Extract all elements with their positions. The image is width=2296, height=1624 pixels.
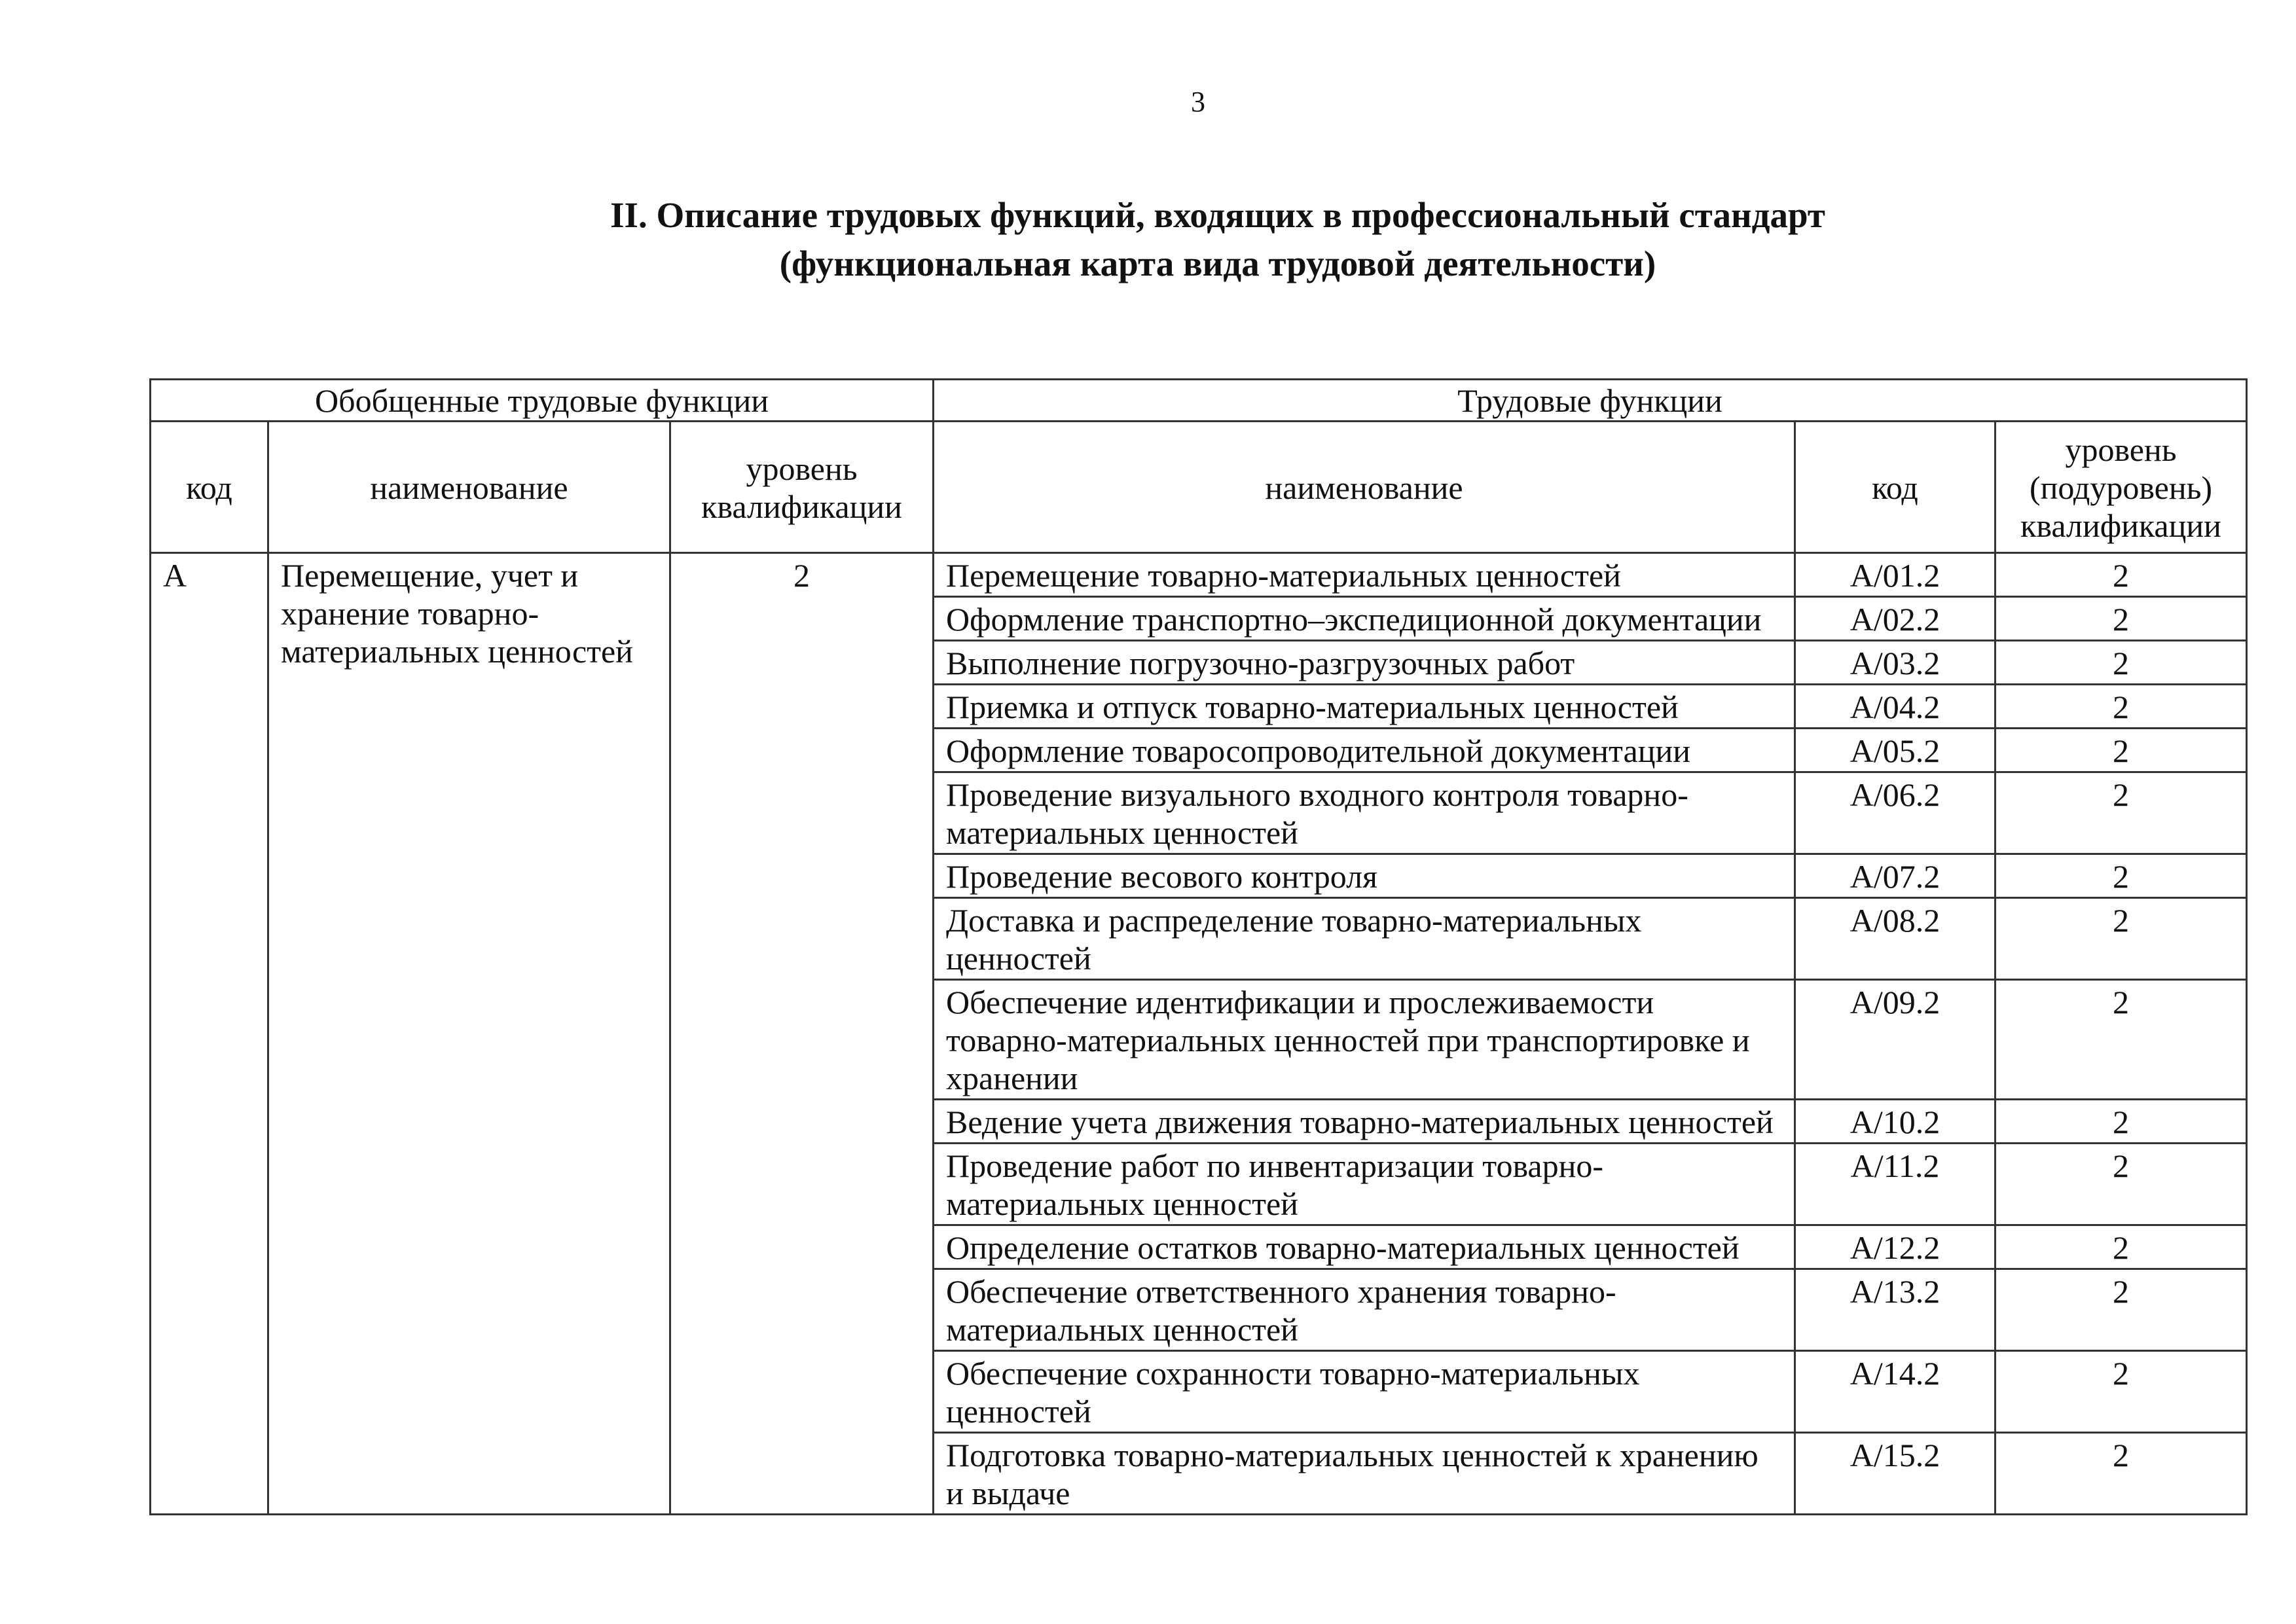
tf-level-cell: 2	[1995, 685, 2247, 729]
tf-level-header: уровень (подуровень) квалификации	[1995, 422, 2247, 553]
labor-functions-header: Трудовые функции	[934, 380, 2247, 422]
tf-code-header: код	[1795, 422, 1995, 553]
tf-level-cell: 2	[1995, 1144, 2247, 1225]
tf-code-cell: А/02.2	[1795, 597, 1995, 641]
tf-level-cell: 2	[1995, 729, 2247, 772]
gf-name-cell: Перемещение, учет и хранение товарно-материальных ценностей	[268, 553, 670, 1515]
gf-code-cell: А	[151, 553, 268, 1515]
gf-level-header: уровень квалификации	[670, 422, 934, 553]
tf-name-header: наименование	[934, 422, 1795, 553]
section-title-line-1: II. Описание трудовых функций, входящих в профессиональный стандарт	[610, 195, 1825, 235]
tf-level-cell: 2	[1995, 553, 2247, 597]
tf-level-cell: 2	[1995, 898, 2247, 980]
tf-name-cell: Обеспечение сохранности товарно-материальных ценностей	[934, 1351, 1795, 1433]
group-header-row	[151, 380, 2247, 422]
tf-name-cell: Проведение весового контроля	[934, 854, 1795, 898]
tf-code-cell: А/01.2	[1795, 553, 1995, 597]
tf-code-cell: А/09.2	[1795, 980, 1995, 1100]
functional-map-table	[149, 378, 2248, 1515]
section-title	[511, 191, 1925, 288]
tf-code-cell: А/08.2	[1795, 898, 1995, 980]
tf-level-cell: 2	[1995, 641, 2247, 685]
tf-code-cell: А/06.2	[1795, 772, 1995, 854]
tf-name-cell: Проведение визуального входного контроля товарно-материальных ценностей	[934, 772, 1795, 854]
gf-level-cell: 2	[670, 553, 934, 1515]
tf-code-cell: А/03.2	[1795, 641, 1995, 685]
tf-code-cell: А/14.2	[1795, 1351, 1995, 1433]
tf-level-cell: 2	[1995, 1433, 2247, 1515]
tf-name-cell: Ведение учета движения товарно-материальных ценностей	[934, 1100, 1795, 1144]
tf-level-cell: 2	[1995, 854, 2247, 898]
gf-code-header: код	[151, 422, 268, 553]
tf-name-cell: Обеспечение идентификации и прослеживаемости товарно-материальных ценностей при транспортировке и хранении	[934, 980, 1795, 1100]
generalized-functions-header: Обобщенные трудовые функции	[151, 380, 934, 422]
tf-name-cell: Подготовка товарно-материальных ценностей к хранению и выдаче	[934, 1433, 1795, 1515]
tf-code-cell: А/15.2	[1795, 1433, 1995, 1515]
tf-code-cell: А/11.2	[1795, 1144, 1995, 1225]
tf-level-cell: 2	[1995, 1225, 2247, 1269]
tf-name-cell: Проведение работ по инвентаризации товарно-материальных ценностей	[934, 1144, 1795, 1225]
tf-level-cell: 2	[1995, 772, 2247, 854]
tf-name-cell: Оформление транспортно–экспедиционной документации	[934, 597, 1795, 641]
table-row	[151, 553, 2247, 597]
tf-code-cell: А/13.2	[1795, 1269, 1995, 1351]
tf-level-cell: 2	[1995, 1100, 2247, 1144]
tf-name-cell: Перемещение товарно-материальных ценностей	[934, 553, 1795, 597]
tf-code-cell: А/05.2	[1795, 729, 1995, 772]
tf-code-cell: А/07.2	[1795, 854, 1995, 898]
tf-name-cell: Доставка и распределение товарно-материальных ценностей	[934, 898, 1795, 980]
tf-code-cell: А/12.2	[1795, 1225, 1995, 1269]
gf-name-header: наименование	[268, 422, 670, 553]
tf-name-cell: Оформление товаросопроводительной документации	[934, 729, 1795, 772]
tf-name-cell: Приемка и отпуск товарно-материальных ценностей	[934, 685, 1795, 729]
tf-name-cell: Обеспечение ответственного хранения товарно-материальных ценностей	[934, 1269, 1795, 1351]
tf-name-cell: Выполнение погрузочно-разгрузочных работ	[934, 641, 1795, 685]
page-number: 3	[1191, 86, 1205, 118]
tf-level-cell: 2	[1995, 597, 2247, 641]
column-header-row	[151, 422, 2247, 553]
tf-level-cell: 2	[1995, 1269, 2247, 1351]
tf-code-cell: А/04.2	[1795, 685, 1995, 729]
tf-level-cell: 2	[1995, 1351, 2247, 1433]
section-title-line-2: (функциональная карта вида трудовой деятельности)	[779, 244, 1656, 283]
tf-code-cell: А/10.2	[1795, 1100, 1995, 1144]
tf-name-cell: Определение остатков товарно-материальных ценностей	[934, 1225, 1795, 1269]
tf-level-cell: 2	[1995, 980, 2247, 1100]
